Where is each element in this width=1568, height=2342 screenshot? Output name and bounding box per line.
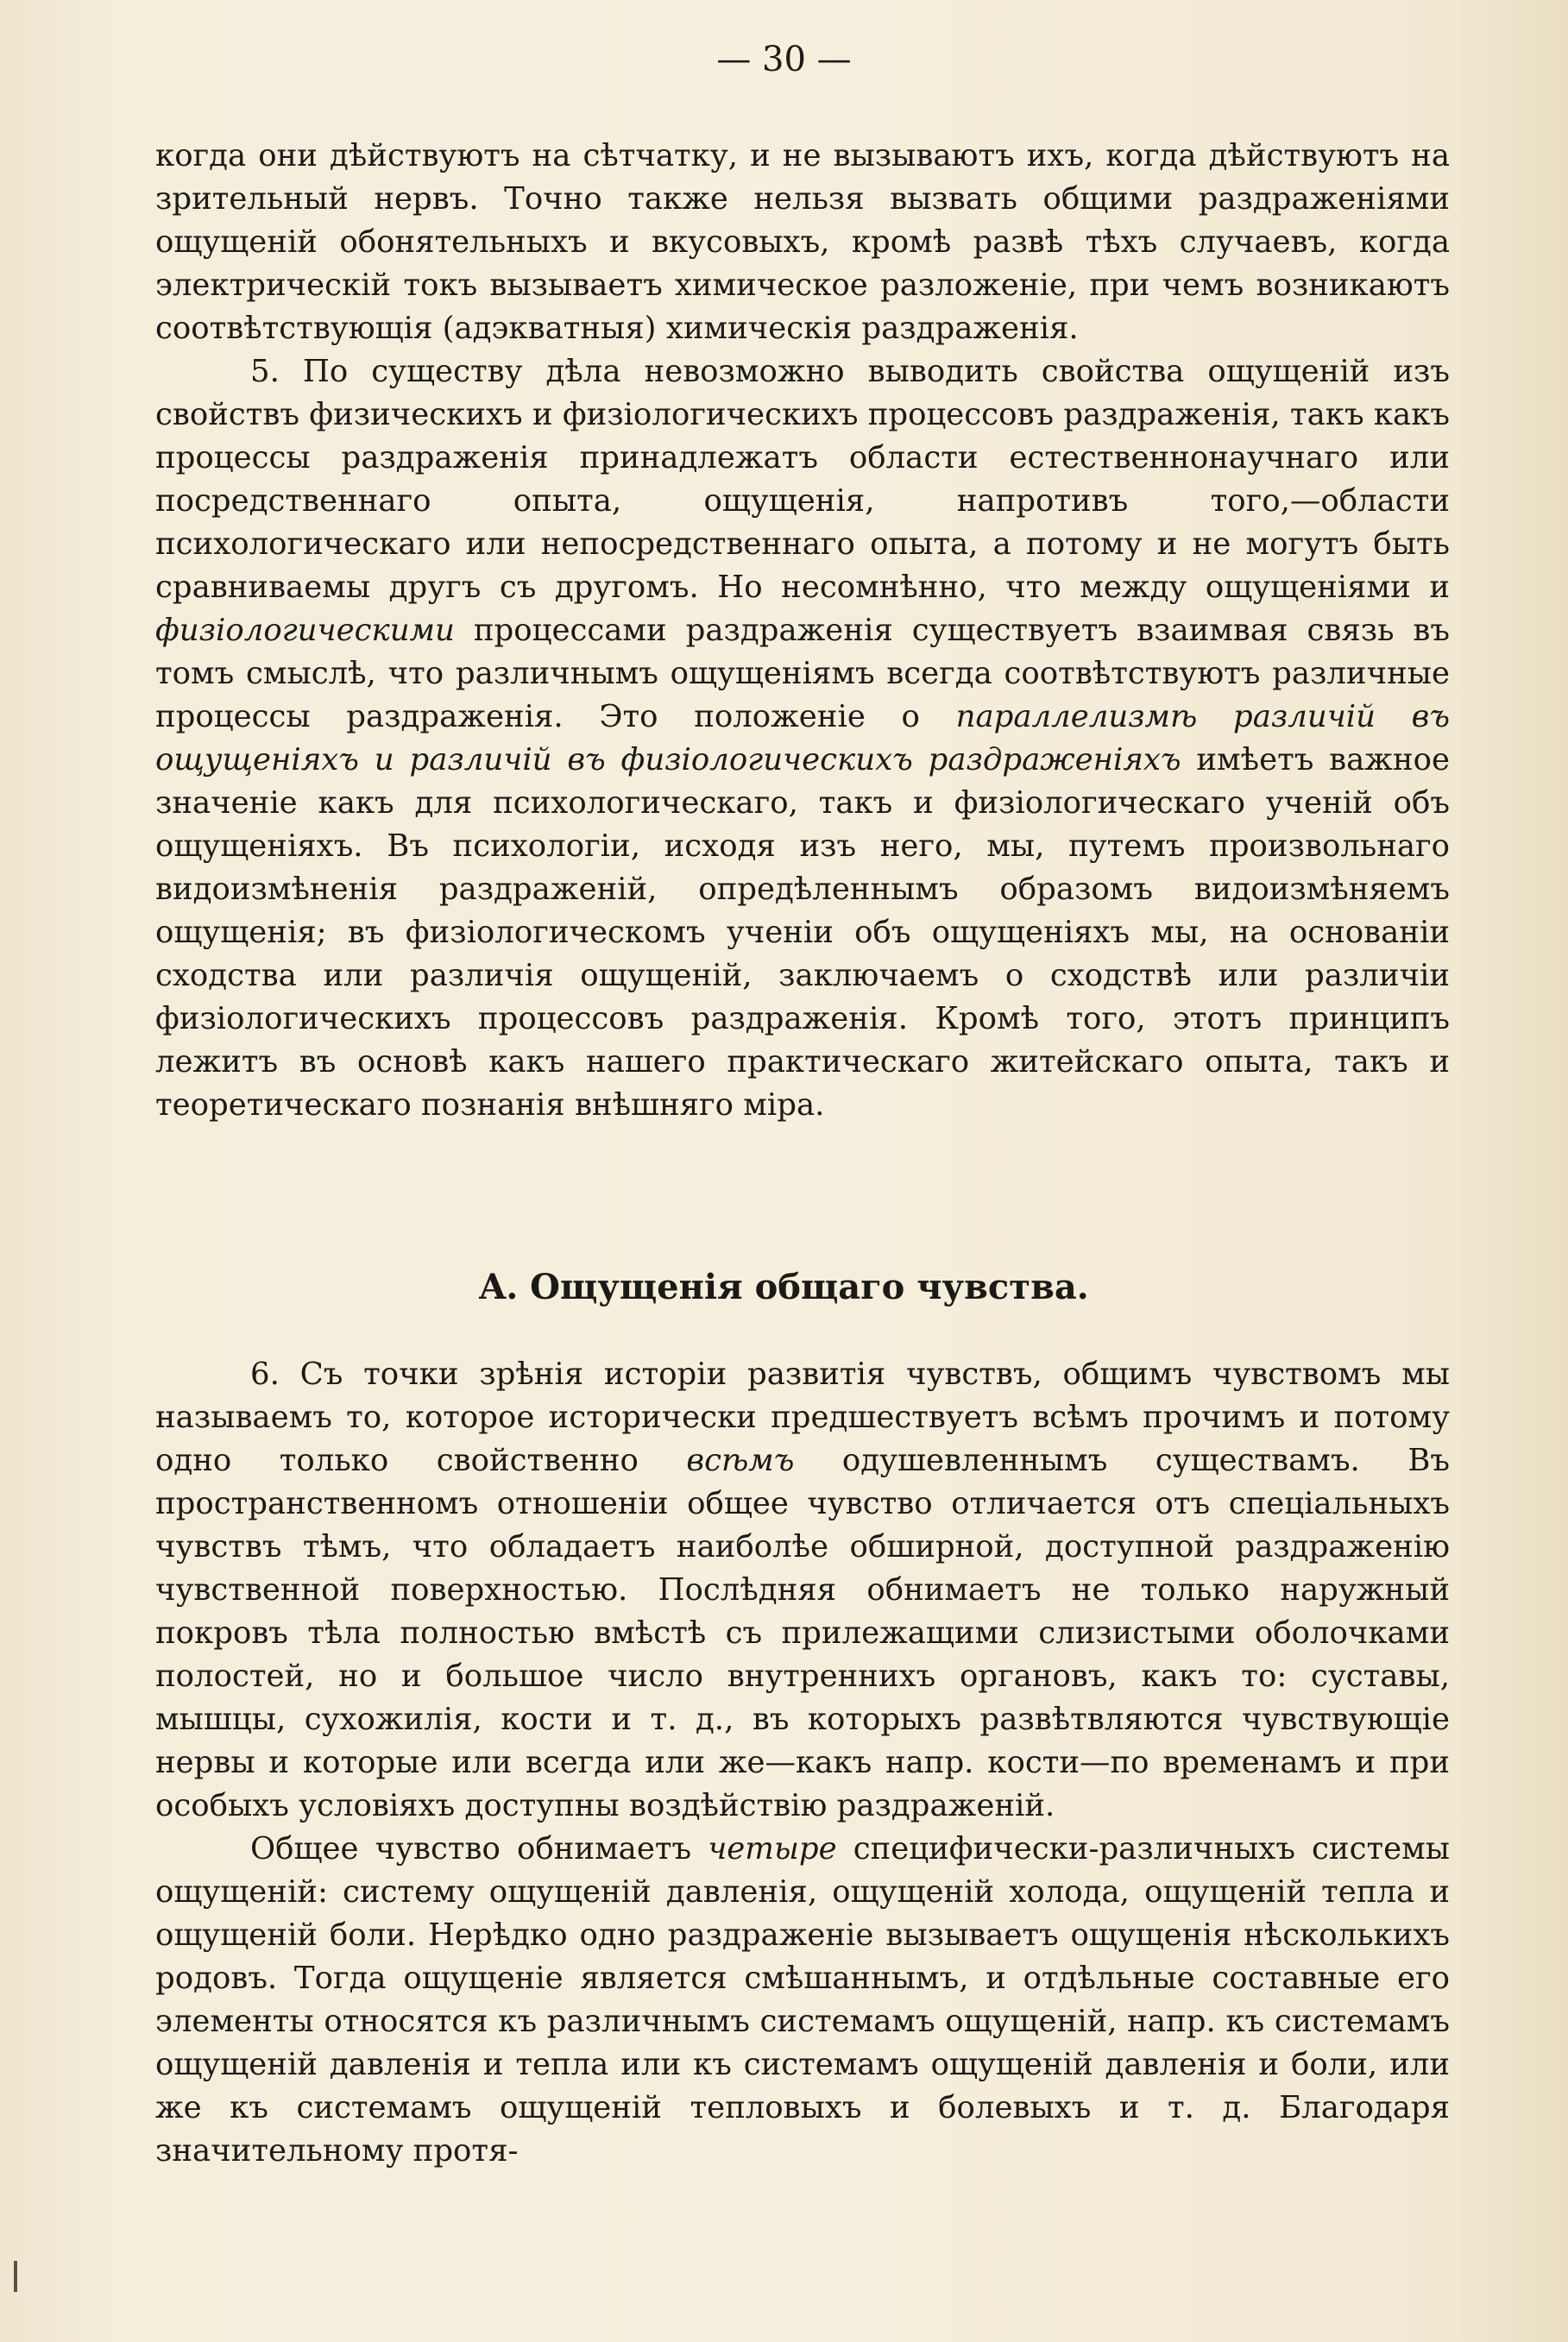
paragraph-5 (155, 350, 1450, 1127)
paragraph-6-italic: всѣмъ (686, 1443, 795, 1478)
text-block-top (155, 135, 1450, 1127)
paragraph-5-text-b: процессами раздраженія существуетъ взаимвая связь въ томъ смыслѣ, что различнымъ ощущеніямъ всегда соотвѣтствуютъ различные процессы раздраженія. Это положеніе о (155, 613, 1450, 734)
binding-edge-mark (14, 2261, 17, 2292)
paragraph-5-text-c: имѣетъ важное значеніе какъ для психологическаго, такъ и физіологическаго ученій объ ощущеніяхъ. Въ психологіи, исходя изъ него, мы, путемъ произвольнаго видоизмѣненія раздраженій, опредѣленнымъ образомъ видоизмѣняемъ ощущенія; въ физіологическомъ ученіи объ ощущеніяхъ мы, на основаніи сходства или различія ощущеній, заключаемъ о сходствѣ или различіи физіологическихъ процессовъ раздраженія. Кромѣ того, этотъ принципъ лежитъ въ основѣ какъ нашего практическаго житейскаго опыта, такъ и теоретическаго познанія внѣшняго міра. (155, 742, 1450, 1123)
paragraph-continuation: когда они дѣйствуютъ на сѣтчатку, и не вызываютъ ихъ, когда дѣйствуютъ на зрительный нервъ. Точно также нельзя вызвать общими раздраженіями ощущеній обонятельныхъ и вкусовыхъ, кромѣ развѣ тѣхъ случаевъ, когда электрическій токъ вызываетъ химическое разложеніе, при чемъ возникаютъ соотвѣтствующія (адэкватныя) химическія раздраженія. (155, 138, 1450, 346)
paragraph-6 (155, 1353, 1450, 1828)
paragraph-5-italic-1: физіологическими (155, 613, 455, 648)
section-heading: A. Ощущенія общаго чувства. (479, 1267, 1089, 1307)
paragraph-7-italic: четыре (708, 1831, 837, 1867)
paragraph-7-text-b: специфически-различныхъ системы ощущеній: систему ощущеній давленія, ощущеній холода, ощущеній тепла и ощущеній боли. Нерѣдко одно раздраженіе вызываетъ ощущенія нѣсколькихъ родовъ. Тогда ощущеніе является смѣшаннымъ, и отдѣльные составные его элементы относятся къ различнымъ системамъ ощущеній, напр. къ системамъ ощущеній давленія и тепла или къ системамъ ощущеній давленія и боли, или же къ системамъ ощущеній тепловыхъ и болевыхъ и т. д. Благодаря значительному протя- (155, 1831, 1450, 2169)
paragraph-6-text-b: одушевленнымъ существамъ. Въ пространственномъ отношеніи общее чувство отличается отъ спеціальныхъ чувствъ тѣмъ, что обладаетъ наиболѣе обширной, доступной раздраженію чувственной поверхностью. Послѣдняя обнимаетъ не только наружный покровъ тѣла полностью вмѣстѣ съ прилежащими слизистыми оболочками полостей, но и большое число внутреннихъ органовъ, какъ то: суставы, мышцы, сухожилія, кости и т. д., въ которыхъ развѣтвляются чувствующіе нервы и которые или всегда или же—какъ напр. кости—по временамъ и при особыхъ условіяхъ доступны воздѣйствію раздраженій. (155, 1443, 1451, 1823)
paragraph-5-italic-2: параллелизмѣ различій въ ощущеніяхъ и различій въ физіологическихъ раздраженіяхъ (155, 699, 1450, 778)
text-block-bottom (155, 1353, 1450, 2173)
paragraph-7-text-a: Общее чувство обнимаетъ (250, 1831, 708, 1867)
paragraph-7 (155, 1828, 1450, 2173)
paragraph-5-text-a: 5. По существу дѣла невозможно выводить свойства ощущеній изъ свойствъ физическихъ и физіологическихъ процессовъ раздраженія, такъ какъ процессы раздраженія принадлежатъ области естественнонаучнаго или посредственнаго опыта, ощущенія, напротивъ того,—области психологическаго или непосредственнаго опыта, а потому и не могутъ быть сравниваемы другъ съ другомъ. Но несомнѣнно, что между ощущеніями и (155, 354, 1450, 605)
page-number: — 30 — (716, 40, 852, 79)
paragraph-6-text-a: 6. Съ точки зрѣнія исторіи развитія чувствъ, общимъ чувствомъ мы называемъ то, которое исторически предшествуетъ всѣмъ прочимъ и потому одно только свойственно (155, 1357, 1450, 1478)
